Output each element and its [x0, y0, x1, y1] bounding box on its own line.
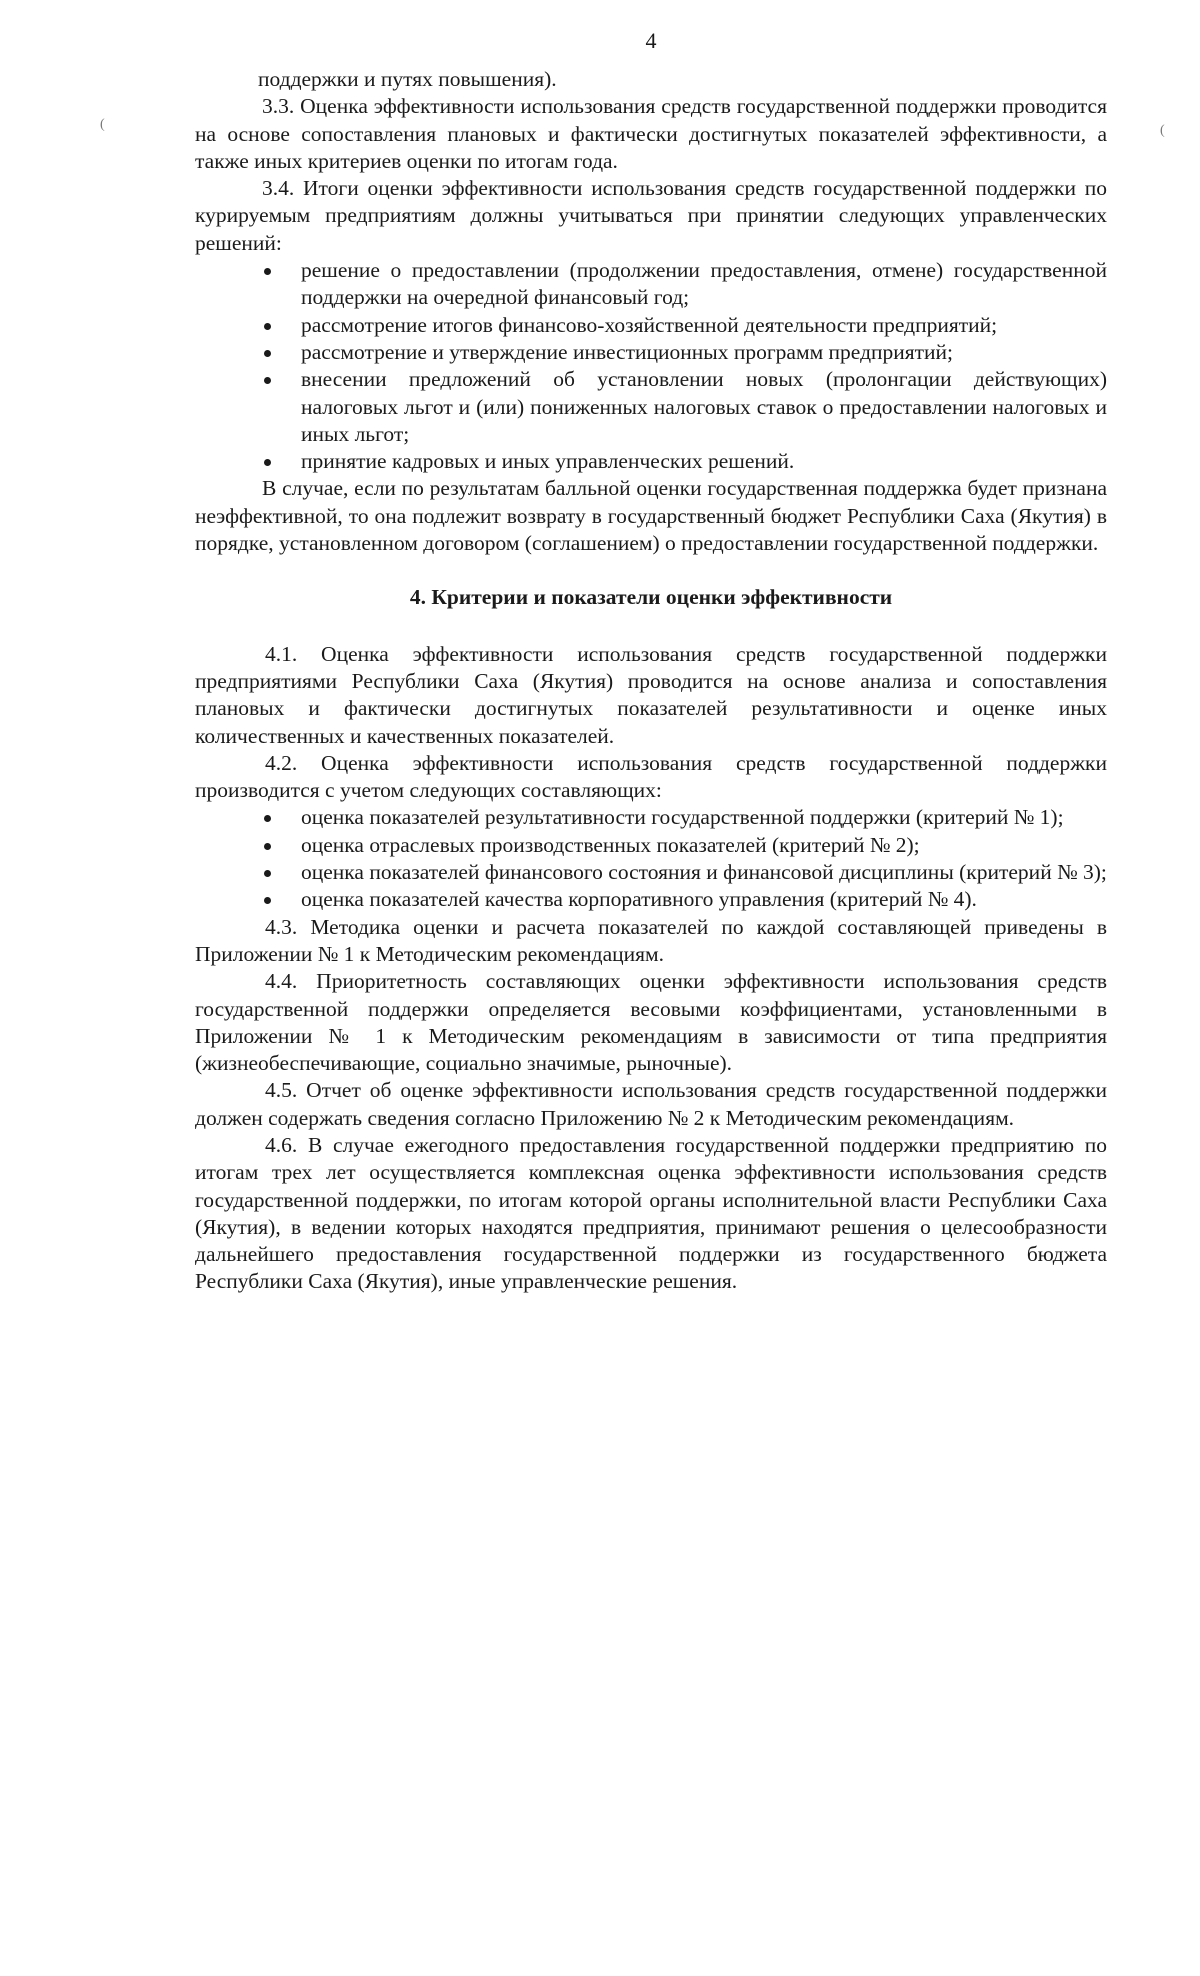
list-item	[195, 804, 1107, 831]
list-item	[195, 339, 1107, 366]
paragraph-4-5: 4.5. Отчет об оценке эффективности использования средств государственной поддержки должен содержать сведения согласно Приложению № 2 к Методическим рекомендациям.	[195, 1078, 1107, 1130]
criteria-list	[195, 804, 1107, 913]
list-item	[195, 312, 1107, 339]
list-item-text: оценка показателей результативности государственной поддержки (критерий № 1);	[301, 805, 1064, 830]
list-item	[195, 832, 1107, 859]
list-item	[195, 257, 1107, 312]
paragraph-4-4: 4.4. Приоритетность составляющих оценки эффективности использования средств государственной поддержки определяется весовыми коэффициентами, установленными в Приложении № 1 к Методическим рекомендациям в зависимости от типа предприятия (жизнеобеспечивающие, социально значимые, рыночные).	[195, 969, 1107, 1076]
paragraph-4-6: 4.6. В случае ежегодного предоставления государственной поддержки предприятию по итогам трех лет осуществляется комплексная оценка эффективности использования средств государственной поддержки, по итогам которой органы исполнительной власти Республики Саха (Якутия), в ведении которых находятся предприятия, принимают решения о целесообразности дальнейшего предоставления государственной поддержки из государственного бюджета Республики Саха (Якутия), иные управленческие решения.	[195, 1132, 1107, 1294]
list-item-text: оценка показателей качества корпоративного управления (критерий № 4).	[301, 887, 977, 912]
scan-mark-right: (	[1160, 123, 1165, 138]
list-item-text: принятие кадровых и иных управленческих решений.	[301, 449, 795, 474]
paragraph-4-1: 4.1. Оценка эффективности использования средств государственной поддержки предприятиями Республики Саха (Якутия) проводится на основе анализа и сопоставления плановых и фактически достигнутых показателей результативности и оценке иных количественных и качественных показателей.	[195, 641, 1107, 748]
list-item-text: оценка отраслевых производственных показателей (критерий № 2);	[301, 832, 920, 857]
section-heading-4: 4. Критерии и показатели оценки эффективности	[409, 585, 893, 610]
paragraph-3-4-tail: В случае, если по результатам балльной оценки государственная поддержка будет признана неэффективной, то она подлежит возврату в государственный бюджет Республики Саха (Якутия) в порядке, установленном договором (соглашением) о предоставлении государственной поддержки.	[195, 476, 1107, 556]
list-item-text: внесении предложений об установлении новых (пролонгации действующих) налоговых льгот и (или) пониженных налоговых ставок о предоставлении налоговых и иных льгот;	[301, 367, 1107, 446]
paragraph-3-4: 3.4. Итоги оценки эффективности использования средств государственной поддержки по курируемым предприятиям должны учитываться при принятии следующих управленческих решений:	[195, 176, 1107, 255]
list-item	[195, 859, 1107, 886]
decision-list	[195, 257, 1107, 475]
page-number: 4	[645, 28, 657, 53]
scan-mark-left: (	[100, 117, 105, 132]
list-item-text: оценка показателей финансового состояния и финансовой дисциплины (критерий № 3);	[301, 860, 1107, 885]
list-item-text: решение о предоставлении (продолжении предоставления, отмене) государственной поддержки на очередной финансовый год;	[301, 258, 1107, 310]
list-item-text: рассмотрение и утверждение инвестиционных программ предприятий;	[301, 339, 954, 364]
document-page	[195, 28, 1107, 1296]
list-item	[195, 448, 1107, 475]
paragraph-3-2-end: поддержки и путях повышения).	[258, 67, 557, 91]
paragraph-3-3: 3.3. Оценка эффективности использования средств государственной поддержки проводится на основе сопоставления плановых и фактически достигнутых показателей эффективности, а также иных критериев оценки по итогам года.	[195, 94, 1107, 173]
list-item	[195, 886, 1107, 913]
paragraph-4-3: 4.3. Методика оценки и расчета показателей по каждой составляющей приведены в Приложении № 1 к Методическим рекомендациям.	[195, 914, 1107, 966]
list-item	[195, 366, 1107, 448]
paragraph-4-2: 4.2. Оценка эффективности использования средств государственной поддержки производится с учетом следующих составляющих:	[195, 750, 1107, 803]
list-item-text: рассмотрение итогов финансово-хозяйственной деятельности предприятий;	[301, 312, 998, 337]
